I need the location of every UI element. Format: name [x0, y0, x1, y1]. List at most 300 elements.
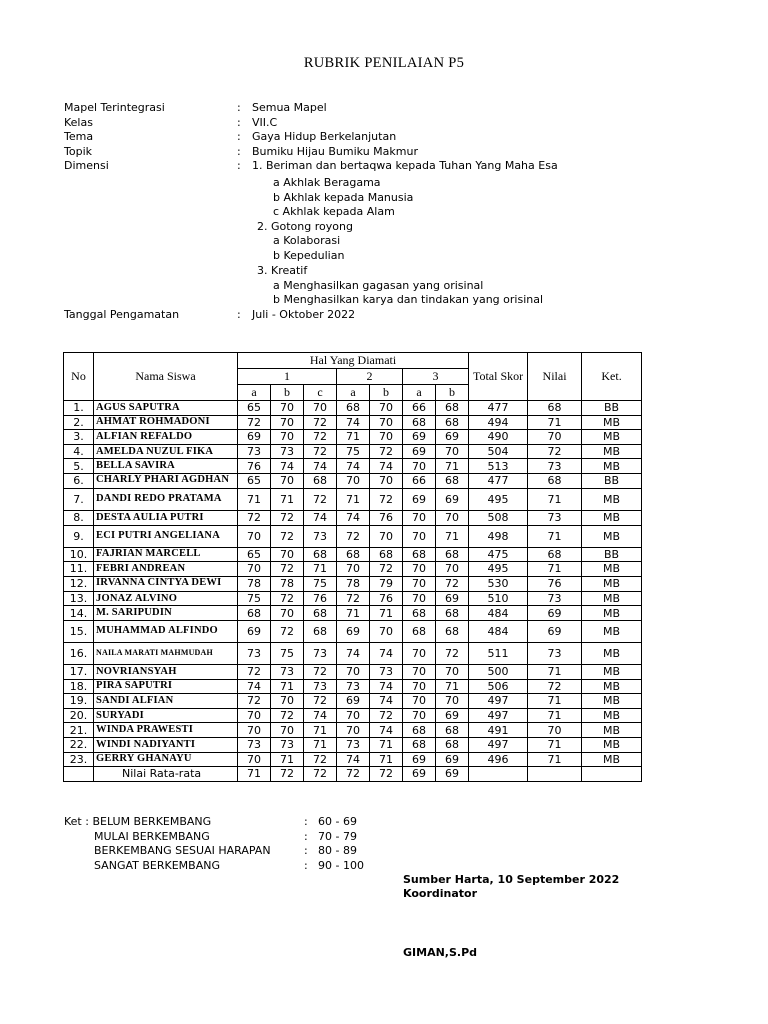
dimension-item: a Menghasilkan gagasan yang orisinal: [273, 279, 484, 292]
dimension-item: 3. Kreatif: [257, 264, 308, 277]
score-cell: 73: [271, 737, 304, 752]
ket-value: MB: [582, 664, 642, 679]
score-cell: 74: [337, 415, 370, 430]
nilai-value: 73: [528, 459, 582, 474]
row-number: 9.: [64, 525, 94, 547]
score-cell: 68: [403, 415, 436, 430]
row-number: 10.: [64, 547, 94, 562]
score-cell: 68: [436, 620, 469, 642]
score-cell: 69: [436, 752, 469, 767]
info-value: Bumiku Hijau Bumiku Makmur: [252, 144, 418, 158]
info-label: Kelas: [64, 115, 93, 129]
score-cell: 70: [337, 723, 370, 738]
table-row: [64, 444, 642, 459]
score-cell: 72: [238, 694, 271, 709]
average-score: 69: [403, 767, 436, 782]
score-cell: 71: [436, 679, 469, 694]
score-cell: 65: [238, 547, 271, 562]
score-cell: 72: [238, 415, 271, 430]
score-cell: 70: [238, 708, 271, 723]
table-row: [64, 679, 642, 694]
table-row: [64, 473, 642, 488]
score-cell: 74: [370, 694, 403, 709]
score-cell: 73: [337, 679, 370, 694]
ket-value: MB: [582, 510, 642, 525]
total-score: 477: [469, 401, 528, 416]
row-number: 20.: [64, 708, 94, 723]
score-cell: 70: [403, 591, 436, 606]
total-score: 497: [469, 694, 528, 709]
legend-row: [64, 844, 357, 859]
ket-value: MB: [582, 488, 642, 510]
row-number: 21.: [64, 723, 94, 738]
score-cell: 69: [337, 694, 370, 709]
nilai-value: 71: [528, 562, 582, 577]
score-cell: 72: [337, 591, 370, 606]
student-name: WINDI NADIYANTI: [94, 737, 238, 752]
row-number: 11.: [64, 562, 94, 577]
score-cell: 72: [271, 510, 304, 525]
row-number: 13.: [64, 591, 94, 606]
ket-value: MB: [582, 444, 642, 459]
total-score: 491: [469, 723, 528, 738]
score-cell: 74: [304, 459, 337, 474]
score-cell: 70: [337, 664, 370, 679]
score-cell: 72: [370, 708, 403, 723]
score-cell: 72: [238, 664, 271, 679]
score-cell: 70: [403, 708, 436, 723]
score-cell: 72: [304, 664, 337, 679]
dimension-item: b Akhlak kepada Manusia: [273, 191, 414, 204]
score-cell: 70: [403, 510, 436, 525]
score-cell: 69: [436, 488, 469, 510]
score-cell: 71: [304, 737, 337, 752]
score-cell: 68: [304, 606, 337, 621]
legend-range: 80 - 89: [318, 844, 357, 858]
empty-cell: [528, 767, 582, 782]
document-title: RUBRIK PENILAIAN P5: [303, 55, 465, 71]
table-row: [64, 664, 642, 679]
score-cell: 70: [304, 401, 337, 416]
student-name: IRVANNA CINTYA DEWI: [94, 576, 238, 591]
assessment-table: [63, 352, 642, 782]
ket-value: MB: [582, 708, 642, 723]
score-cell: 74: [337, 459, 370, 474]
ket-value: MB: [582, 591, 642, 606]
score-cell: 69: [403, 430, 436, 445]
total-score: 477: [469, 473, 528, 488]
signature-role: Koordinator: [403, 887, 478, 900]
score-cell: 70: [370, 473, 403, 488]
score-cell: 72: [370, 444, 403, 459]
nilai-value: 70: [528, 430, 582, 445]
header-hal-yang-diamati: Hal Yang Diamati: [238, 353, 469, 369]
nilai-value: 71: [528, 664, 582, 679]
score-cell: 74: [304, 708, 337, 723]
score-cell: 78: [238, 576, 271, 591]
colon: :: [237, 159, 241, 173]
student-name: AMELDA NUZUL FIKA: [94, 444, 238, 459]
row-number: 4.: [64, 444, 94, 459]
total-score: 504: [469, 444, 528, 459]
nilai-value: 68: [528, 401, 582, 416]
total-score: 510: [469, 591, 528, 606]
colon: :: [304, 844, 308, 858]
score-cell: 73: [304, 679, 337, 694]
table-row: [64, 694, 642, 709]
colon: :: [304, 815, 308, 828]
score-cell: 68: [436, 606, 469, 621]
table-row: [64, 708, 642, 723]
score-cell: 70: [370, 415, 403, 430]
student-name: AHMAT ROHMADONI: [94, 415, 238, 430]
score-cell: 68: [403, 737, 436, 752]
row-number: 2.: [64, 415, 94, 430]
table-row: [64, 401, 642, 416]
legend-row: [64, 858, 364, 874]
ket-value: MB: [582, 459, 642, 474]
row-number: 23.: [64, 752, 94, 767]
score-cell: 74: [337, 510, 370, 525]
score-cell: 71: [337, 430, 370, 445]
total-score: 484: [469, 606, 528, 621]
student-name: FAJRIAN MARCELL: [94, 547, 238, 562]
row-number: 15.: [64, 620, 94, 642]
score-cell: 70: [238, 723, 271, 738]
score-cell: 72: [436, 642, 469, 664]
score-cell: 69: [403, 752, 436, 767]
table-row: [64, 620, 642, 642]
score-cell: 69: [403, 444, 436, 459]
nilai-value: 72: [528, 679, 582, 694]
score-cell: 71: [370, 737, 403, 752]
score-cell: 72: [304, 444, 337, 459]
nilai-value: 76: [528, 576, 582, 591]
colon: :: [237, 308, 241, 321]
score-cell: 71: [370, 606, 403, 621]
colon: :: [304, 858, 308, 872]
ket-value: MB: [582, 525, 642, 547]
score-cell: 68: [403, 606, 436, 621]
student-name: PIRA SAPUTRI: [94, 679, 238, 694]
row-number: 14.: [64, 606, 94, 621]
score-cell: 75: [271, 642, 304, 664]
legend-range: 70 - 79: [318, 829, 357, 843]
score-cell: 72: [271, 620, 304, 642]
nilai-value: 73: [528, 510, 582, 525]
legend-label: Ket : BELUM BERKEMBANG: [64, 815, 212, 828]
score-cell: 71: [304, 562, 337, 577]
nilai-value: 68: [528, 547, 582, 562]
ket-value: MB: [582, 562, 642, 577]
legend-range: 90 - 100: [318, 858, 364, 872]
score-cell: 71: [436, 459, 469, 474]
legend-row: [64, 815, 357, 830]
table-row: [64, 723, 642, 738]
score-cell: 73: [304, 525, 337, 547]
score-cell: 70: [403, 459, 436, 474]
legend-label: MULAI BERKEMBANG: [94, 829, 210, 843]
header-group: 2: [337, 369, 403, 385]
score-cell: 74: [370, 679, 403, 694]
nilai-value: 73: [528, 642, 582, 664]
ket-value: MB: [582, 679, 642, 694]
total-score: 495: [469, 562, 528, 577]
score-cell: 70: [337, 562, 370, 577]
score-cell: 79: [370, 576, 403, 591]
nilai-value: 71: [528, 708, 582, 723]
score-cell: 68: [337, 547, 370, 562]
score-cell: 70: [271, 547, 304, 562]
score-cell: 71: [271, 679, 304, 694]
student-name: FEBRI ANDREAN: [94, 562, 238, 577]
score-cell: 70: [271, 401, 304, 416]
table-row: [64, 752, 642, 767]
score-cell: 68: [436, 723, 469, 738]
score-cell: 72: [271, 591, 304, 606]
header-sub: a: [238, 385, 271, 401]
score-cell: 70: [403, 525, 436, 547]
nilai-value: 71: [528, 752, 582, 767]
score-cell: 72: [370, 488, 403, 510]
score-cell: 69: [403, 488, 436, 510]
table-row: [64, 488, 642, 510]
score-cell: 74: [271, 459, 304, 474]
score-cell: 72: [304, 430, 337, 445]
ket-value: MB: [582, 620, 642, 642]
total-score: 508: [469, 510, 528, 525]
score-cell: 74: [337, 642, 370, 664]
average-score: 72: [304, 767, 337, 782]
student-name: MUHAMMAD ALFINDO: [94, 620, 238, 642]
score-cell: 68: [436, 415, 469, 430]
score-cell: 73: [271, 444, 304, 459]
average-score: 72: [370, 767, 403, 782]
colon: :: [237, 144, 241, 158]
total-score: 513: [469, 459, 528, 474]
score-cell: 72: [304, 752, 337, 767]
table-row: [64, 525, 642, 547]
ket-value: BB: [582, 473, 642, 488]
score-cell: 72: [238, 510, 271, 525]
header-group: 3: [403, 369, 469, 385]
score-cell: 70: [436, 694, 469, 709]
average-score: 72: [271, 767, 304, 782]
score-cell: 70: [271, 415, 304, 430]
score-cell: 78: [337, 576, 370, 591]
ket-value: MB: [582, 752, 642, 767]
dimension-item: c Akhlak kepada Alam: [273, 205, 395, 218]
dimension-item: a Akhlak Beragama: [273, 176, 381, 189]
score-cell: 76: [370, 591, 403, 606]
score-cell: 71: [271, 752, 304, 767]
score-cell: 68: [304, 620, 337, 642]
score-cell: 68: [304, 547, 337, 562]
score-cell: 70: [403, 642, 436, 664]
score-cell: 66: [403, 401, 436, 416]
score-cell: 70: [403, 562, 436, 577]
row-number: 5.: [64, 459, 94, 474]
score-cell: 70: [436, 510, 469, 525]
score-cell: 68: [403, 723, 436, 738]
score-cell: 68: [436, 401, 469, 416]
score-cell: 72: [271, 562, 304, 577]
student-name: DANDI REDO PRATAMA: [94, 488, 238, 510]
score-cell: 74: [238, 679, 271, 694]
score-cell: 70: [271, 473, 304, 488]
table-row: [64, 415, 642, 430]
nilai-value: 69: [528, 620, 582, 642]
signature-name: GIMAN,S.Pd: [403, 946, 478, 959]
row-number: 18.: [64, 679, 94, 694]
table-row: [64, 510, 642, 525]
ket-value: BB: [582, 547, 642, 562]
header-sub: b: [436, 385, 469, 401]
total-score: 495: [469, 488, 528, 510]
ket-value: MB: [582, 642, 642, 664]
header-no: No: [64, 353, 94, 401]
score-cell: 69: [337, 620, 370, 642]
score-cell: 74: [337, 752, 370, 767]
nilai-value: 72: [528, 444, 582, 459]
score-cell: 70: [370, 620, 403, 642]
row-number: 3.: [64, 430, 94, 445]
score-cell: 68: [238, 606, 271, 621]
table-row: [64, 576, 642, 591]
table-row: [64, 547, 642, 562]
info-label: Tema: [64, 130, 94, 144]
nilai-value: 71: [528, 525, 582, 547]
score-cell: 75: [238, 591, 271, 606]
table-row: [64, 562, 642, 577]
score-cell: 68: [370, 547, 403, 562]
table-row: [64, 430, 642, 445]
score-cell: 68: [436, 547, 469, 562]
total-score: 497: [469, 708, 528, 723]
score-cell: 72: [304, 488, 337, 510]
score-cell: 73: [238, 642, 271, 664]
row-number: 17.: [64, 664, 94, 679]
nilai-value: 71: [528, 415, 582, 430]
score-cell: 72: [337, 525, 370, 547]
ket-value: MB: [582, 415, 642, 430]
total-score: 506: [469, 679, 528, 694]
header-group: 1: [238, 369, 337, 385]
total-score: 490: [469, 430, 528, 445]
score-cell: 75: [304, 576, 337, 591]
student-name: WINDA PRAWESTI: [94, 723, 238, 738]
total-score: 498: [469, 525, 528, 547]
score-cell: 71: [436, 525, 469, 547]
legend-block: [64, 815, 364, 873]
dimension-item: a Kolaborasi: [273, 234, 341, 247]
student-name: JONAZ ALVINO: [94, 591, 238, 606]
score-cell: 70: [403, 664, 436, 679]
student-name: SANDI ALFIAN: [94, 694, 238, 709]
colon: :: [304, 829, 308, 843]
score-cell: 70: [271, 606, 304, 621]
info-label: Dimensi: [64, 159, 109, 173]
score-cell: 70: [403, 576, 436, 591]
empty-cell: [582, 767, 642, 782]
score-cell: 74: [370, 723, 403, 738]
total-score: 511: [469, 642, 528, 664]
score-cell: 68: [403, 620, 436, 642]
row-number: 6.: [64, 473, 94, 488]
student-name: AGUS SAPUTRA: [94, 401, 238, 416]
score-cell: 70: [337, 473, 370, 488]
score-cell: 69: [436, 708, 469, 723]
score-cell: 70: [370, 430, 403, 445]
header-sub: b: [271, 385, 304, 401]
student-name: CHARLY PHARI AGDHAN: [94, 473, 238, 488]
score-cell: 68: [436, 737, 469, 752]
row-number: 1.: [64, 401, 94, 416]
observation-label: Tanggal Pengamatan: [64, 308, 180, 321]
score-cell: 70: [238, 525, 271, 547]
table-row: [64, 591, 642, 606]
score-cell: 71: [238, 488, 271, 510]
table-row: [64, 606, 642, 621]
info-label: Topik: [64, 144, 92, 158]
total-score: 530: [469, 576, 528, 591]
student-name: M. SARIPUDIN: [94, 606, 238, 621]
score-cell: 70: [238, 752, 271, 767]
nilai-value: 68: [528, 473, 582, 488]
score-cell: 72: [436, 576, 469, 591]
score-cell: 73: [304, 642, 337, 664]
student-name: ALFIAN REFALDO: [94, 430, 238, 445]
score-cell: 76: [304, 591, 337, 606]
score-cell: 69: [238, 430, 271, 445]
observation-value: Juli - Oktober 2022: [252, 308, 356, 321]
score-cell: 74: [304, 510, 337, 525]
ket-value: MB: [582, 576, 642, 591]
total-score: 497: [469, 737, 528, 752]
legend-label: SANGAT BERKEMBANG: [94, 858, 220, 872]
total-score: 496: [469, 752, 528, 767]
info-label: Mapel Terintegrasi: [64, 101, 165, 114]
score-cell: 70: [238, 562, 271, 577]
legend-label: BERKEMBANG SESUAI HARAPAN: [94, 844, 271, 858]
score-cell: 75: [337, 444, 370, 459]
info-value: Gaya Hidup Berkelanjutan: [252, 130, 397, 144]
score-cell: 70: [403, 694, 436, 709]
nilai-value: 71: [528, 488, 582, 510]
student-name: ECI PUTRI ANGELIANA: [94, 525, 238, 547]
score-cell: 70: [370, 525, 403, 547]
total-score: 484: [469, 620, 528, 642]
score-cell: 69: [436, 430, 469, 445]
score-cell: 70: [436, 664, 469, 679]
total-score: 494: [469, 415, 528, 430]
place-date: Sumber Harta, 10 September 2022: [403, 873, 620, 886]
average-score: 69: [436, 767, 469, 782]
score-cell: 73: [370, 664, 403, 679]
score-cell: 71: [337, 488, 370, 510]
colon: :: [237, 101, 241, 114]
score-cell: 74: [370, 642, 403, 664]
score-cell: 68: [436, 473, 469, 488]
score-cell: 68: [304, 473, 337, 488]
score-cell: 70: [271, 430, 304, 445]
total-score: 500: [469, 664, 528, 679]
ket-value: MB: [582, 694, 642, 709]
row-number: 7.: [64, 488, 94, 510]
legend-row: [64, 829, 357, 845]
total-score: 475: [469, 547, 528, 562]
dimension-item: b Kepedulian: [273, 249, 345, 262]
